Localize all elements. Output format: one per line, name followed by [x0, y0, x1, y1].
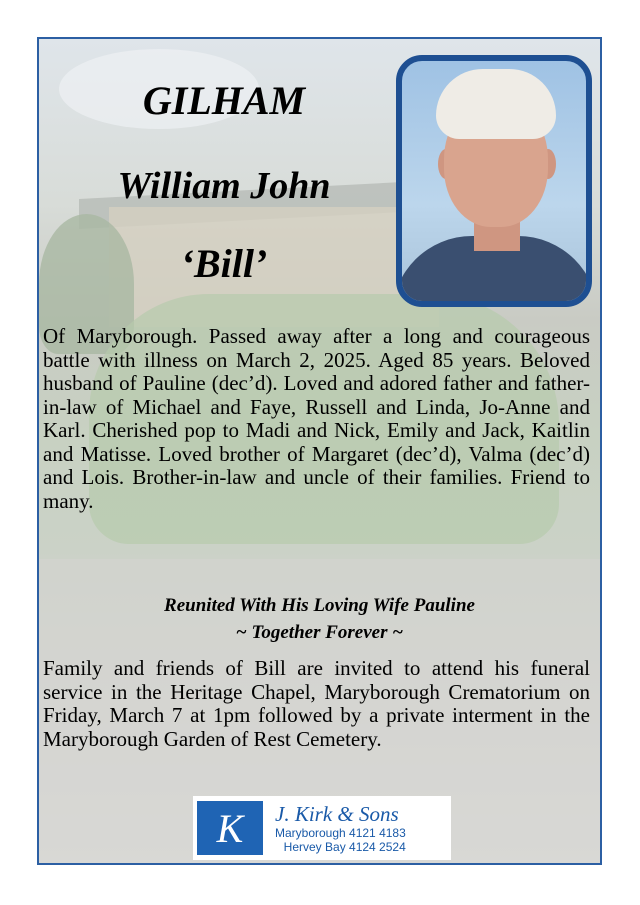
funeral-director-text: [275, 802, 406, 854]
funeral-details-paragraph: Family and friends of Bill are invited to attend his funeral service in the Heritage Chapel, Maryborough Crematorium on Friday, March 7 at 1pm followed by a private interment in the Maryborough Garden of Rest Cemetery.: [43, 656, 590, 751]
kirk-logo-mark: K: [197, 801, 263, 855]
funeral-director-phone: Maryborough 4121 4183: [275, 826, 406, 840]
funeral-director-name: J. Kirk & Sons: [275, 802, 399, 826]
funeral-director-logo: [193, 796, 451, 860]
funeral-director-phone: Hervey Bay 4124 2524: [283, 840, 406, 854]
given-names-heading: William John: [117, 165, 331, 207]
obituary-paragraph: Of Maryborough. Passed away after a long and courageous battle with illness on March 2, 2025. Aged 85 years. Beloved husband of Pauline (dec’d). Loved and adored father and father-in-law of Michael and Faye, Russell and Linda, Jo-Anne and Karl. Cherished pop to Madi and Nick, Emily and Jack, Kaitlin and Matisse. Loved brother of Margaret (dec’d), Valma (dec’d) and Lois. Brother-in-law and uncle of their families. Friend to many.: [43, 324, 590, 513]
motto-line: Reunited With His Loving Wife Pauline: [164, 595, 475, 616]
death-notice-card: [37, 37, 602, 865]
motto-line: ~ Together Forever ~: [235, 622, 404, 643]
nickname-heading: ‘Bill’: [180, 241, 268, 286]
surname-heading: GILHAM: [142, 78, 306, 123]
portrait-hair: [436, 69, 556, 139]
portrait-photo: [396, 55, 592, 307]
